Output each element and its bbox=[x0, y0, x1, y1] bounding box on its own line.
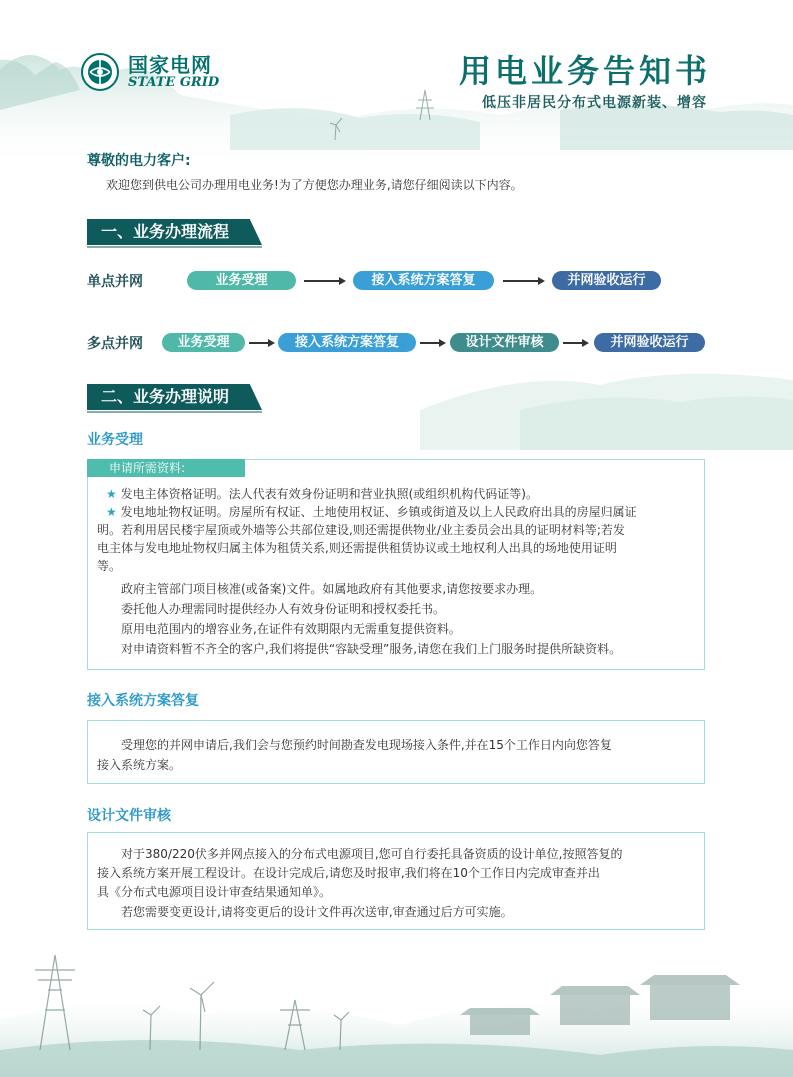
acceptance-item-6: 对申请资料暂不齐全的客户,我们将提供“容缺受理”服务,请您在我们上门服务时提供所缺资料。 bbox=[121, 642, 622, 656]
star-bullet-icon: ★ bbox=[106, 487, 121, 501]
acceptance-item-2-line-2: 明。若利用居民楼宇屋顶或外墙等公共部位建设,则还需提供物业/业主委员会出具的证明材料等;若发 bbox=[97, 523, 625, 537]
multi-step-run: 并网验收运行 bbox=[594, 333, 705, 352]
design-heading: 设计文件审核 bbox=[87, 808, 171, 824]
multi-arrow-3 bbox=[563, 338, 589, 348]
acceptance-item-3: 政府主管部门项目核准(或备案)文件。如属地政府有其他要求,请您按要求办理。 bbox=[121, 582, 543, 596]
acceptance-item-5: 原用电范围内的增容业务,在证件有效期限内无需重复提供资料。 bbox=[121, 622, 461, 636]
section-1-title: 一、业务办理流程 bbox=[101, 222, 230, 241]
single-step-accept: 业务受理 bbox=[187, 271, 296, 290]
single-step-access: 接入系统方案答复 bbox=[353, 271, 494, 290]
state-grid-emblem-icon bbox=[80, 52, 120, 92]
logo-chinese-name: 国家电网 bbox=[128, 53, 212, 77]
multi-arrow-1 bbox=[249, 338, 275, 348]
logo-english-name: STATE GRID bbox=[128, 75, 220, 90]
access-heading: 接入系统方案答复 bbox=[87, 693, 199, 709]
section-2-title: 二、业务办理说明 bbox=[101, 387, 230, 406]
greeting: 尊敬的电力客户: bbox=[87, 153, 191, 169]
acceptance-heading: 业务受理 bbox=[87, 432, 143, 448]
single-point-label: 单点并网 bbox=[87, 274, 143, 290]
acceptance-item-2-line-3: 电主体与发电地址物权归属主体为租赁关系,则还需提供租赁协议或土地权利人出具的场地使用证明 bbox=[97, 541, 617, 555]
document-title: 用电业务告知书 bbox=[458, 52, 711, 90]
section-1-header bbox=[87, 219, 262, 245]
acceptance-item-2: ★ 发电地址物权证明。房屋所有权证、土地使用权证、乡镇或街道及以上人民政府出具的房屋归属证 bbox=[106, 505, 637, 519]
acceptance-item-1: ★ 发电主体资格证明。法人代表有效身份证明和营业执照(或组织机构代码证等)。 bbox=[106, 487, 538, 501]
multi-step-access: 接入系统方案答复 bbox=[278, 333, 416, 352]
single-arrow-2 bbox=[503, 276, 545, 286]
section-2-header bbox=[87, 384, 262, 410]
design-line-3: 具《分布式电源项目设计审查结果通知单》。 bbox=[97, 885, 332, 899]
multi-point-label: 多点并网 bbox=[87, 336, 143, 352]
state-grid-logo bbox=[80, 52, 219, 92]
intro-text: 欢迎您到供电公司办理用电业务!为了方便您办理业务,请您仔细阅读以下内容。 bbox=[106, 178, 523, 192]
multi-arrow-2 bbox=[420, 338, 446, 348]
acceptance-item-4: 委托他人办理需同时提供经办人有效身份证明和授权委托书。 bbox=[121, 602, 446, 616]
required-materials-tag: 申请所需资料: bbox=[87, 459, 245, 477]
design-line-1: 对于380/220伏多并网点接入的分布式电源项目,您可自行委托具备资质的设计单位,按照答复的 bbox=[121, 847, 623, 861]
access-line-2: 接入系统方案。 bbox=[97, 758, 182, 772]
multi-step-design: 设计文件审核 bbox=[450, 333, 559, 352]
multi-step-accept: 业务受理 bbox=[162, 333, 245, 352]
single-arrow-1 bbox=[304, 276, 346, 286]
design-line-2: 接入系统方案开展工程设计。在设计完成后,请您及时报审,我们将在10个工作日内完成审查并出 bbox=[97, 866, 600, 880]
access-line-1: 受理您的并网申请后,我们会与您预约时间勘查发电现场接入条件,并在15个工作日内向您答复 bbox=[121, 738, 612, 752]
document-subtitle: 低压非居民分布式电源新装、增容 bbox=[482, 95, 707, 111]
single-step-run: 并网验收运行 bbox=[552, 271, 661, 290]
star-bullet-icon: ★ bbox=[106, 505, 121, 519]
acceptance-item-2-line-4: 等。 bbox=[97, 559, 122, 573]
design-line-4: 若您需要变更设计,请将变更后的设计文件再次送审,审查通过后方可实施。 bbox=[121, 905, 513, 919]
